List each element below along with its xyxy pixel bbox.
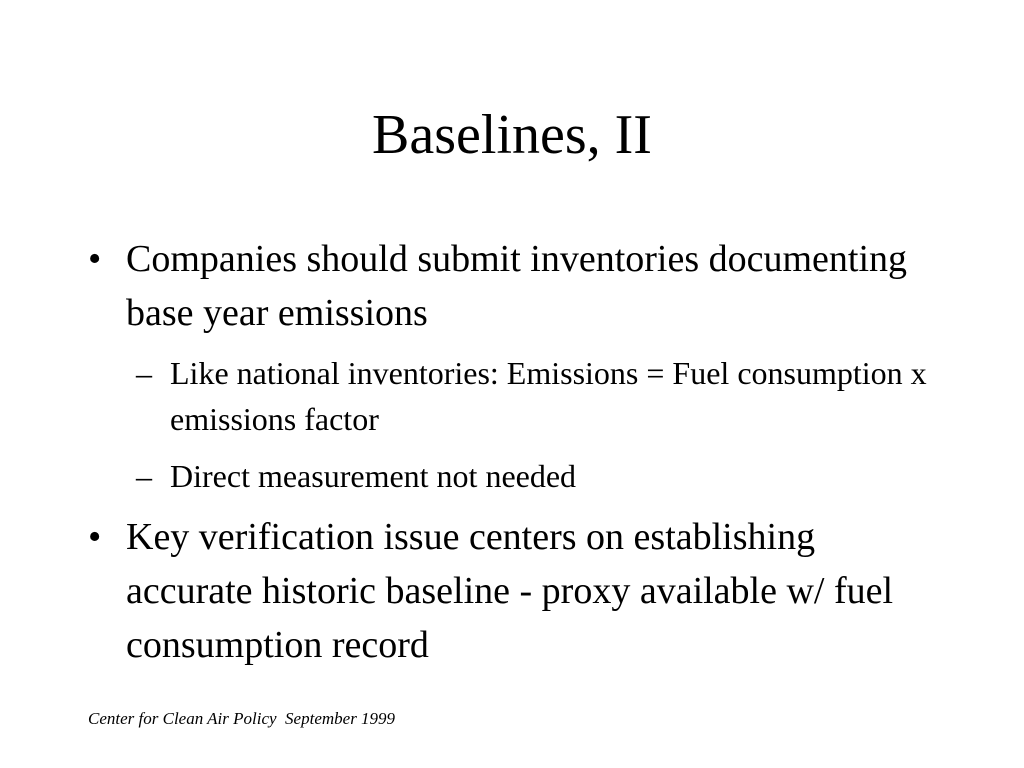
bullet-marker: • xyxy=(88,238,102,280)
sub-bullet-marker: – xyxy=(136,355,152,391)
sub-bullet-item xyxy=(136,453,948,499)
bullet-marker: • xyxy=(88,516,102,558)
slide-title: Baselines, II xyxy=(372,104,652,166)
bullet-list xyxy=(88,232,948,682)
sub-bullet-marker: – xyxy=(136,458,152,494)
bullet-text: Key verification issue centers on establishing accurate historic baseline - proxy available w/ fuel consumption record xyxy=(126,516,894,666)
sub-bullet-text: Direct measurement not needed xyxy=(170,458,577,494)
bullet-item xyxy=(88,232,948,499)
bullet-item xyxy=(88,510,948,672)
slide-footer: Center for Clean Air Policy September 1999 xyxy=(88,709,396,728)
sub-bullet-text: Like national inventories: Emissions = Fuel consumption x emissions factor xyxy=(170,355,927,437)
bullet-text: Companies should submit inventories documenting base year emissions xyxy=(126,238,908,334)
sub-bullet-item xyxy=(136,350,948,442)
sub-bullet-list xyxy=(136,350,948,499)
